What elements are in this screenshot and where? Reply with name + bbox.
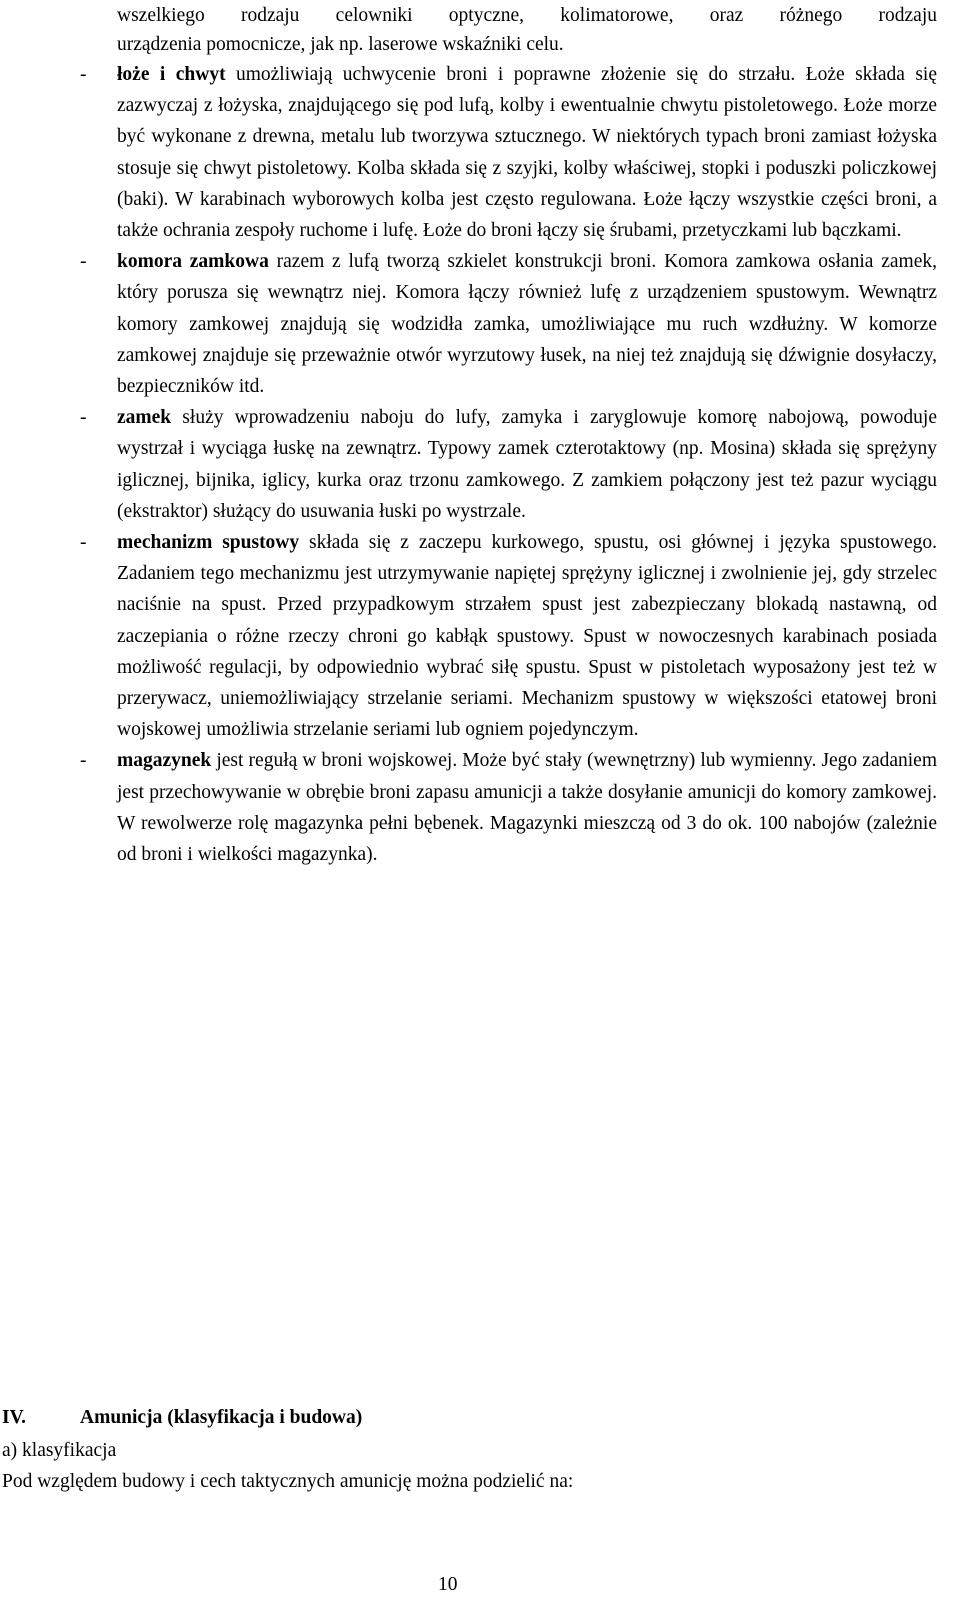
section-number: IV. [2, 1407, 27, 1428]
list-item [0, 745, 937, 870]
list-item-term: komora zamkowa [117, 251, 269, 273]
section-lead-text: Pod względem budowy i cech taktycznych amunicję można podzielić na: [2, 1471, 574, 1492]
subsection-heading: a) klasyfikacja [2, 1440, 117, 1461]
list-item-term: zamek [117, 407, 172, 429]
list-item-text: umożliwiają uchwycenie broni i poprawne złożenie się do strzału. Łoże składa się zazwyczaj z łożyska, znajdującego się pod lufą, kolby i ewentualnie chwytu pistoletowego. Łoże morze być wykonane z drewna, metalu lub tworzywa sztucznego. W niektórych typach broni zamiast łożyska stosuje się chwyt pistoletowy. Kolba składa się z szyjki, kolby właściwej, stopki i poduszki policzkowej (baki). W karabinach wyborowych kolba jest często regulowana. Łoże łączy wszystkie części broni, a także ochrania zespoły ruchome i lufę. Łoże do broni łączy się śrubami, przetyczkami lub bączkami. [117, 64, 937, 242]
intro-line-1: wszelkiego rodzaju celowniki optyczne, kolimatorowe, oraz różnego rodzaju [117, 5, 937, 26]
list-item [0, 402, 937, 527]
section-title: Amunicja (klasyfikacja i budowa) [80, 1407, 363, 1428]
list-item [0, 246, 937, 402]
list-item [0, 59, 937, 246]
page-number: 10 [438, 1574, 458, 1595]
list-item-text: służy wprowadzeniu naboju do lufy, zamyka i zaryglowuje komorę nabojową, powoduje wystrzał i wyciąga łuskę na zewnątrz. Typowy zamek czterotaktowy (np. Mosina) składa się sprężyny iglicznej, bijnika, iglicy, kurka oraz trzonu zamkowego. Z zamkiem połączony jest też pazur wyciągu (ekstraktor) służący do usuwania łuski po wystrzale. [117, 407, 937, 522]
section-heading [2, 1402, 362, 1433]
list-item-text: razem z lufą tworzą szkielet konstrukcji broni. Komora zamkowa osłania zamek, który porusza się wewnątrz niej. Komora łączy również lufę z urządzeniem spustowym. Wewnątrz komory zamkowej znajdują się wodzidła zamka, umożliwiające mu ruch wzdłużny. W komorze zamkowej znajduje się przeważnie otwór wyrzutowy łusek, na niej też znajdują się dźwignie dosyłaczy, bezpieczników itd. [117, 251, 938, 398]
list-dash: - [80, 532, 87, 554]
bullet-list [0, 59, 960, 870]
list-dash: - [80, 750, 87, 772]
list-item-term: łoże i chwyt [117, 64, 226, 85]
intro-line-2: urządzenia pomocnicze, jak np. laserowe wskaźniki celu. [117, 34, 564, 55]
list-dash: - [80, 407, 87, 429]
list-item-term: mechanizm spustowy [117, 532, 300, 554]
list-item [0, 527, 937, 745]
list-item-text: jest regułą w broni wojskowej. Może być stały (wewnętrzny) lub wymienny. Jego zadaniem jest przechowywanie w obrębie broni zapasu amunicji a także dosyłanie amunicji do komory zamkowej. W rewolwerze rolę magazynka pełni bębenek. Magazynki mieszczą od 3 do ok. 100 nabojów (zależnie od broni i wielkości magazynka). [117, 750, 937, 866]
list-item-term: magazynek [117, 750, 212, 772]
list-item-text: składa się z zaczepu kurkowego, spustu, osi głównej i języka spustowego. Zadaniem tego mechanizmu jest utrzymywanie napiętej sprężyny iglicznej i zwolnienie jej, gdy strzelec naciśnie na spust. Przed przypadkowym strzałem spust jest zabezpieczany blokadą nastawną, od zaczepiania o różne rzeczy chroni go kabłąk spustowy. Spust w nowoczesnych karabinach posiada możliwość regulacji, by odpowiednio wybrać siłę spustu. Spust w pistoletach wyposażony jest też w przerywacz, uniemożliwiający strzelanie seriami. Mechanizm spustowy w większości etatowej broni wojskowej umożliwia strzelanie seriami lub ogniem pojedynczym. [117, 532, 937, 741]
list-dash: - [80, 251, 87, 273]
list-dash: - [80, 64, 87, 85]
